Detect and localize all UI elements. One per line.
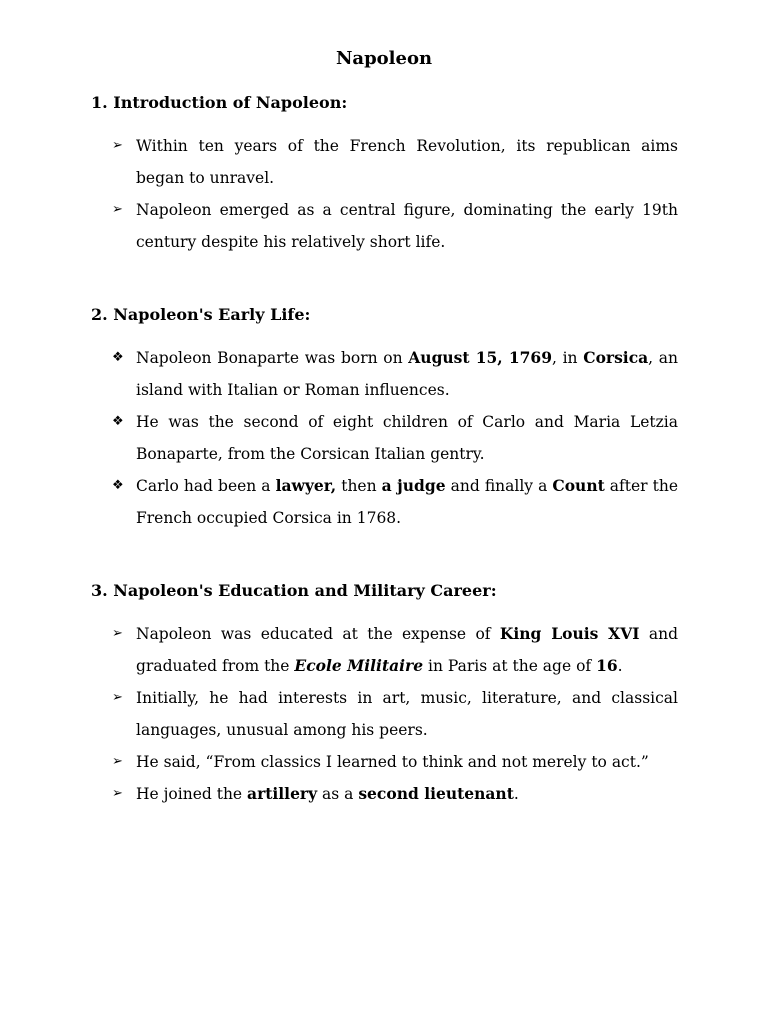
text-segment: He joined the [136,785,248,803]
text-segment: after the French occupied Corsica in 1768. [136,477,678,527]
text-segment: Initially, he had interests in art, music, literature, and classical languages, unusual among his peers. [136,689,678,739]
list-item-text [136,130,678,194]
text-segment: Napoleon Bonaparte was born on [136,349,409,367]
list-item [112,778,678,810]
emphasized-text: 16 [596,656,618,675]
emphasized-text: second lieutenant [358,784,514,803]
list-item-text [136,682,678,746]
emphasized-text: artillery [247,784,318,803]
list-item-text [136,194,678,258]
text-segment: Napoleon emerged as a central figure, dominating the early 19th century despite his relatively short life. [136,201,678,251]
arrowhead-bullet-icon: ➢ [112,138,123,153]
list-item-text [136,342,678,406]
list-item-text [136,470,678,534]
arrowhead-bullet-icon: ➢ [112,626,123,641]
emphasized-text: a judge [381,476,446,495]
emphasized-text: August 15, 1769 [408,348,552,367]
list-item [112,130,678,194]
text-segment: and graduated from the [136,625,678,675]
text-segment: . [513,785,519,803]
section-heading-introduction: 1. Introduction of Napoleon: [91,93,348,112]
section-heading-education-military: 3. Napoleon's Education and Military Career: [91,581,497,600]
diamond-bullet-icon: ❖ [112,478,124,493]
section-list-introduction [112,130,678,258]
list-item [112,470,678,534]
diamond-bullet-icon: ❖ [112,350,124,365]
text-segment: Napoleon was educated at the expense of [136,625,500,643]
text-segment: . [617,657,623,675]
section-heading-early-life: 2. Napoleon's Early Life: [91,305,311,324]
list-item-text [136,778,678,810]
text-segment: He was the second of eight children of Carlo and Maria Letzia Bonaparte, from the Corsican Italian gentry. [136,413,678,463]
text-segment: Carlo had been a [136,477,276,495]
list-item-text [136,406,678,470]
list-item-text [136,618,678,682]
section-list-education-military [112,618,678,810]
list-item [112,746,678,778]
text-segment: He said, “From classics I learned to think and not merely to act.” [136,753,649,771]
list-item [112,406,678,470]
emphasized-text: lawyer, [275,476,337,495]
list-item [112,342,678,406]
section-list-early-life [112,342,678,534]
arrowhead-bullet-icon: ➢ [112,786,123,801]
text-segment: as a [317,785,359,803]
list-item-text [136,746,678,778]
text-segment: and finally a [445,477,553,495]
emphasized-text: Corsica [583,348,649,367]
arrowhead-bullet-icon: ➢ [112,754,123,769]
list-item [112,682,678,746]
text-segment: in Paris at the age of [423,657,597,675]
list-item [112,618,678,682]
text-segment: , in [551,349,584,367]
text-segment: Within ten years of the French Revolution, its republican aims began to unravel. [136,137,678,187]
document-title: Napoleon [335,48,433,69]
list-item [112,194,678,258]
emphasized-text: Count [552,476,605,495]
text-segment: then [336,477,382,495]
arrowhead-bullet-icon: ➢ [112,690,123,705]
diamond-bullet-icon: ❖ [112,414,124,429]
emphasized-text: Ecole Militaire [294,656,424,675]
emphasized-text: King Louis XVI [499,624,640,643]
arrowhead-bullet-icon: ➢ [112,202,123,217]
text-segment: , an island with Italian or Roman influences. [136,349,679,399]
